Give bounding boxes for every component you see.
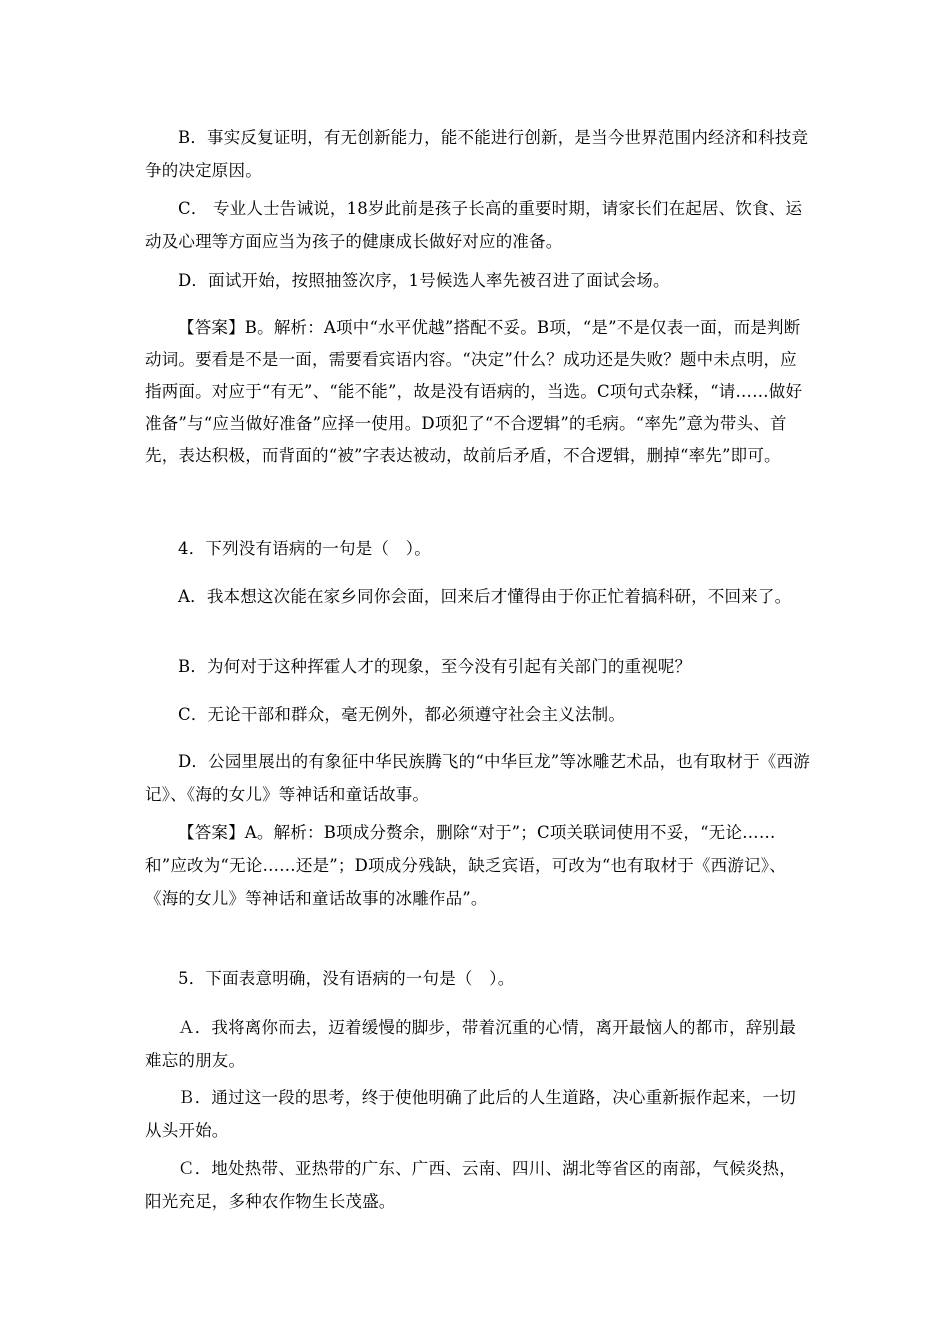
q4-answer: 【答案】A。解析：B项成分赘余，删除“对于”；C项关联词使用不妥，“无论……和”应改为“无论……还是”；D项成分残缺，缺乏宾语，可改为“也有取材于《西游记》、《海的女儿》等神话和童话故事的冰雕作品”。 xyxy=(145,823,786,908)
q4-stem: 4．下列没有语病的一句是（ ）。 xyxy=(178,539,431,558)
q3-option-c: C． 专业人士告诫说，18岁此前是孩子长高的重要时期，请家长们在起居、饮食、运动及心理等方面应当为孩子的健康成长做好对应的准备。 xyxy=(145,199,803,251)
q5-stem: 5．下面表意明确，没有语病的一句是（ ）。 xyxy=(178,969,515,988)
q4-option-c: C．无论干部和群众，毫无例外，都必须遵守社会主义法制。 xyxy=(178,705,626,724)
q3-option-d: D．面试开始，按照抽签次序，1号候选人率先被召进了面试会场。 xyxy=(178,271,670,290)
q4-option-d: D．公园里展出的有象征中华民族腾飞的“中华巨龙”等冰雕艺术品，也有取材于《西游记》、《海的女儿》等神话和童话故事。 xyxy=(145,752,810,804)
q5-option-a: Ａ．我将离你而去，迈着缓慢的脚步，带着沉重的心情，离开最恼人的都市，辞别最难忘的朋友。 xyxy=(145,1018,796,1070)
q4-option-a: A．我本想这次能在家乡同你会面，回来后才懂得由于你正忙着搞科研，不回来了。 xyxy=(178,587,792,606)
q3-answer: 【答案】B。解析：A项中“水平优越”搭配不妥。B项，“是”不是仅表一面，而是判断动词。要看是不是一面，需要看宾语内容。“决定”什么？成功还是失败？题中未点明，应指两面。对应于“有无”、“能不能”，故是没有语病的，当选。C项句式杂糅，“请……做好准备”与“应当做好准备”应择一使用。D项犯了“不合逻辑”的毛病。“率先”意为带头、首先，表达积极，而背面的“被”字表达被动，故前后矛盾，不合逻辑，删掉“率先”即可。 xyxy=(145,318,803,465)
q5-option-c: Ｃ．地处热带、亚热带的广东、广西、云南、四川、湖北等省区的南部，气候炎热，阳光充足，多种农作物生长茂盛。 xyxy=(145,1159,796,1211)
q3-option-b: B．事实反复证明，有无创新能力，能不能进行创新，是当今世界范围内经济和科技竞争的决定原因。 xyxy=(145,128,809,180)
q4-option-b: B．为何对于这种挥霍人才的现象，至今没有引起有关部门的重视呢？ xyxy=(178,657,692,676)
q5-option-b: Ｂ．通过这一段的思考，终于使他明确了此后的人生道路，决心重新振作起来，一切从头开始。 xyxy=(145,1088,796,1140)
